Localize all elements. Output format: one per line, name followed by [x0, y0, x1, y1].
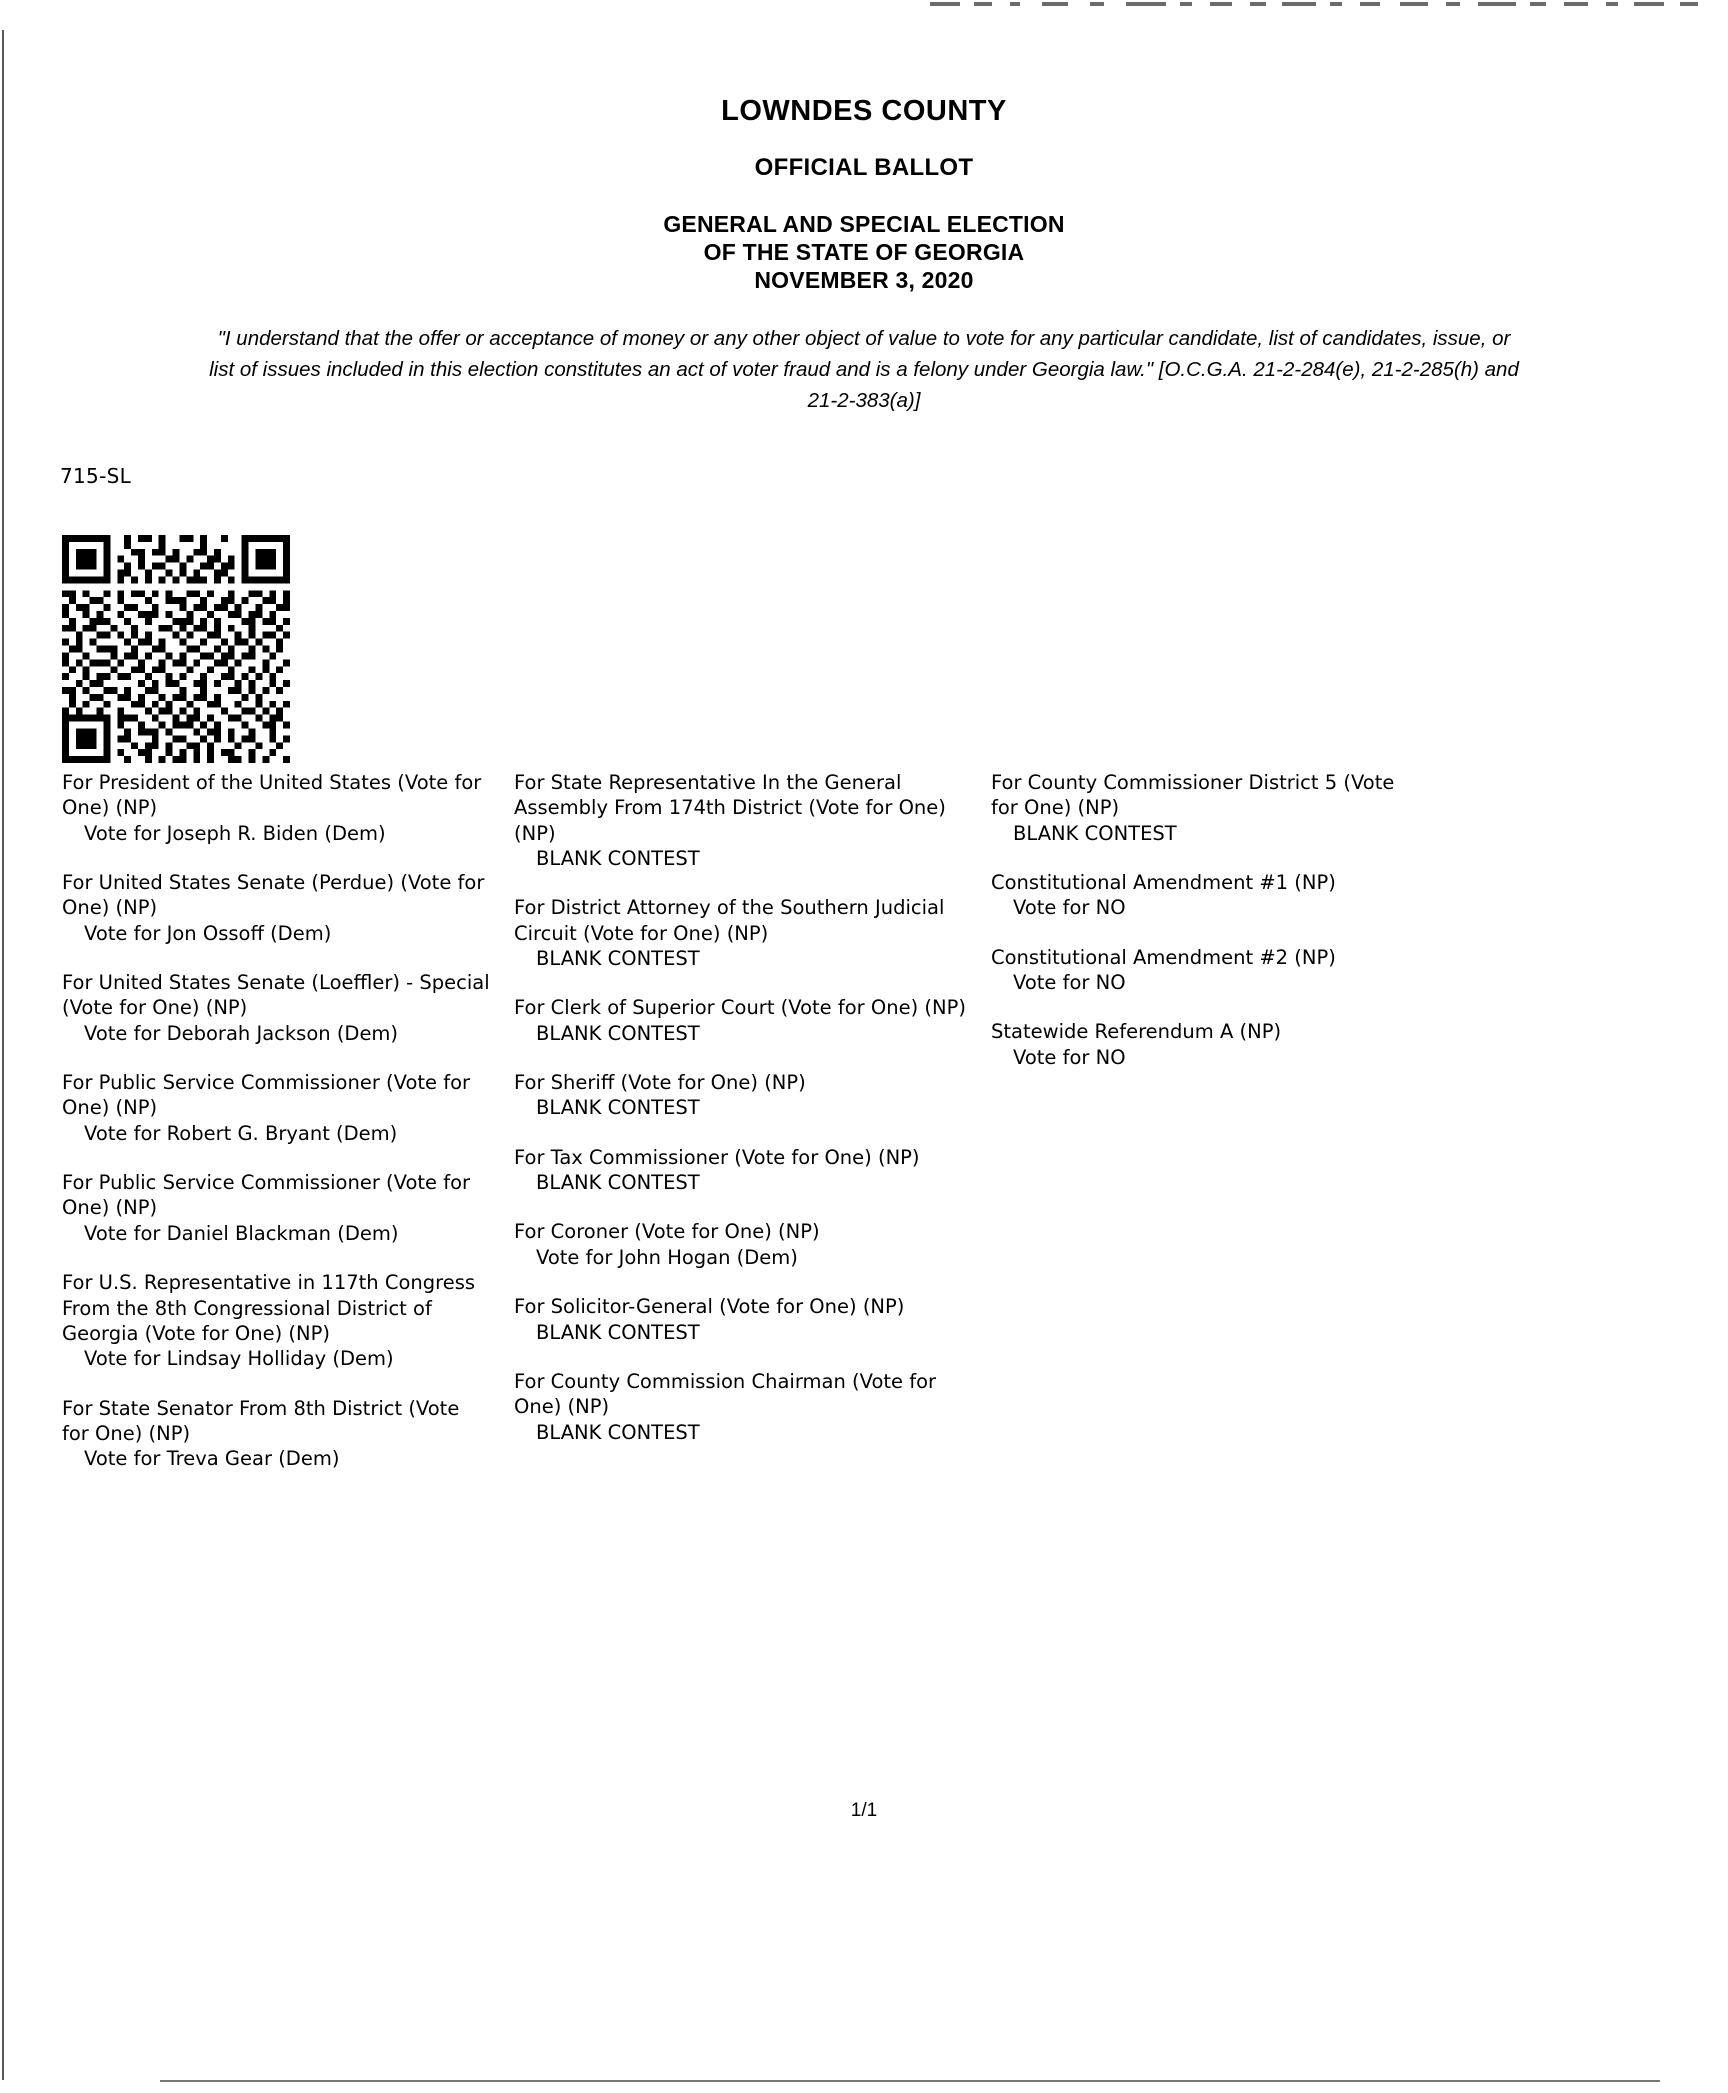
- contest-choice: Vote for Lindsay Holliday (Dem): [84, 1347, 394, 1371]
- contest-item: [514, 895, 969, 971]
- contest-choice: Vote for Daniel Blackman (Dem): [84, 1221, 399, 1245]
- contest-item: [991, 870, 1421, 921]
- contest-item: [62, 1170, 492, 1246]
- contest-choice: Vote for Robert G. Bryant (Dem): [84, 1121, 398, 1145]
- contest-choice: Vote for John Hogan (Dem): [536, 1245, 798, 1269]
- contest-title: For Tax Commissioner (Vote for One) (NP): [514, 1145, 920, 1169]
- qr-code-icon: [62, 535, 290, 763]
- contest-title: For State Senator From 8th District (Vote for One) (NP): [62, 1396, 460, 1445]
- contest-title: For Public Service Commissioner (Vote for One) (NP): [62, 1071, 471, 1120]
- contest-item: [514, 1070, 969, 1121]
- contest-item: [514, 1219, 969, 1270]
- contest-title: For U.S. Representative in 117th Congress From the 8th Congressional District of Georgia (Vote for One) (NP): [62, 1271, 476, 1345]
- contest-choice: Vote for Deborah Jackson (Dem): [84, 1021, 399, 1045]
- contest-choice: Vote for NO: [1013, 1045, 1126, 1069]
- contest-title: Constitutional Amendment #1 (NP): [991, 871, 1336, 895]
- contest-column-3: [991, 770, 1421, 1094]
- page-title: LOWNDES COUNTY: [721, 95, 1007, 127]
- contest-item: [991, 1019, 1421, 1070]
- page-number: 1/1: [850, 1800, 878, 1821]
- contest-title: For District Attorney of the Southern Judicial Circuit (Vote for One) (NP): [514, 896, 945, 945]
- contest-title: For County Commission Chairman (Vote for One) (NP): [514, 1369, 937, 1419]
- contest-title: For Solicitor-General (Vote for One) (NP): [514, 1295, 905, 1319]
- contest-choice: BLANK CONTEST: [536, 1171, 700, 1195]
- contest-title: Constitutional Amendment #2 (NP): [991, 945, 1336, 969]
- contest-choice: BLANK CONTEST: [536, 1096, 700, 1120]
- contest-choice: BLANK CONTEST: [536, 1021, 700, 1045]
- contest-choice: Vote for NO: [1013, 896, 1126, 920]
- contest-columns: [0, 770, 1728, 1496]
- contest-item: [514, 995, 969, 1046]
- voter-oath-text: "I understand that the offer or acceptance of money or any other object of value to vote for any particular candidate, list of candidates, issue, or list of issues included in this election constitutes an act of voter fraud and is a felony under Georgia law." [O.C.G.A. 21-2-284(e), 21-2-285(h) and 21-2-383(a)]: [209, 327, 1519, 412]
- contest-item: [514, 1369, 969, 1445]
- contest-column-2: [514, 770, 969, 1469]
- contest-item: [62, 1270, 492, 1371]
- contest-title: For President of the United States (Vote for One) (NP): [62, 771, 482, 820]
- election-title-line2: OF THE STATE OF GEORGIA: [703, 239, 1025, 266]
- contest-item: [62, 770, 492, 846]
- contest-title: For Clerk of Superior Court (Vote for One) (NP): [514, 996, 966, 1020]
- contest-item: [991, 770, 1421, 846]
- contest-item: [514, 1145, 969, 1196]
- contest-column-1: [62, 770, 492, 1496]
- contest-choice: BLANK CONTEST: [536, 1320, 700, 1344]
- official-ballot-label: OFFICIAL BALLOT: [754, 154, 974, 181]
- contest-title: Statewide Referendum A (NP): [991, 1020, 1282, 1044]
- election-title-line1: GENERAL AND SPECIAL ELECTION: [663, 211, 1065, 237]
- contest-title: For Coroner (Vote for One) (NP): [514, 1220, 820, 1244]
- contest-item: [62, 1396, 492, 1472]
- contest-choice: Vote for Jon Ossoff (Dem): [84, 921, 332, 945]
- contest-item: [62, 970, 492, 1046]
- election-date: NOVEMBER 3, 2020: [754, 267, 974, 294]
- contest-title: For Sheriff (Vote for One) (NP): [514, 1071, 806, 1095]
- contest-choice: BLANK CONTEST: [536, 947, 700, 971]
- contest-choice: Vote for Joseph R. Biden (Dem): [84, 821, 386, 845]
- ballot-header: [0, 95, 1728, 294]
- contest-item: [514, 770, 969, 871]
- contest-title: For State Representative In the General Assembly From 174th District (Vote for One) (NP): [514, 771, 946, 845]
- contest-title: For County Commissioner District 5 (Vote for One) (NP): [991, 771, 1395, 820]
- contest-title: For United States Senate (Perdue) (Vote for One) (NP): [62, 871, 485, 920]
- contest-choice: BLANK CONTEST: [536, 847, 700, 871]
- contest-title: For Public Service Commissioner (Vote for One) (NP): [62, 1171, 471, 1220]
- ballot-style-id: 715-SL: [60, 464, 132, 489]
- contest-choice: BLANK CONTEST: [1013, 821, 1177, 845]
- contest-item: [991, 945, 1421, 996]
- contest-title: For United States Senate (Loeffler) - Special (Vote for One) (NP): [62, 971, 490, 1020]
- contest-item: [514, 1294, 969, 1345]
- scan-edge-bottom: [160, 2080, 1660, 2082]
- contest-item: [62, 870, 492, 946]
- election-title: [0, 210, 1728, 294]
- contest-choice: Vote for NO: [1013, 971, 1126, 995]
- ballot-content: [0, 0, 1728, 488]
- contest-choice: BLANK CONTEST: [536, 1420, 700, 1444]
- contest-item: [62, 1070, 492, 1146]
- contest-choice: Vote for Treva Gear (Dem): [84, 1447, 340, 1471]
